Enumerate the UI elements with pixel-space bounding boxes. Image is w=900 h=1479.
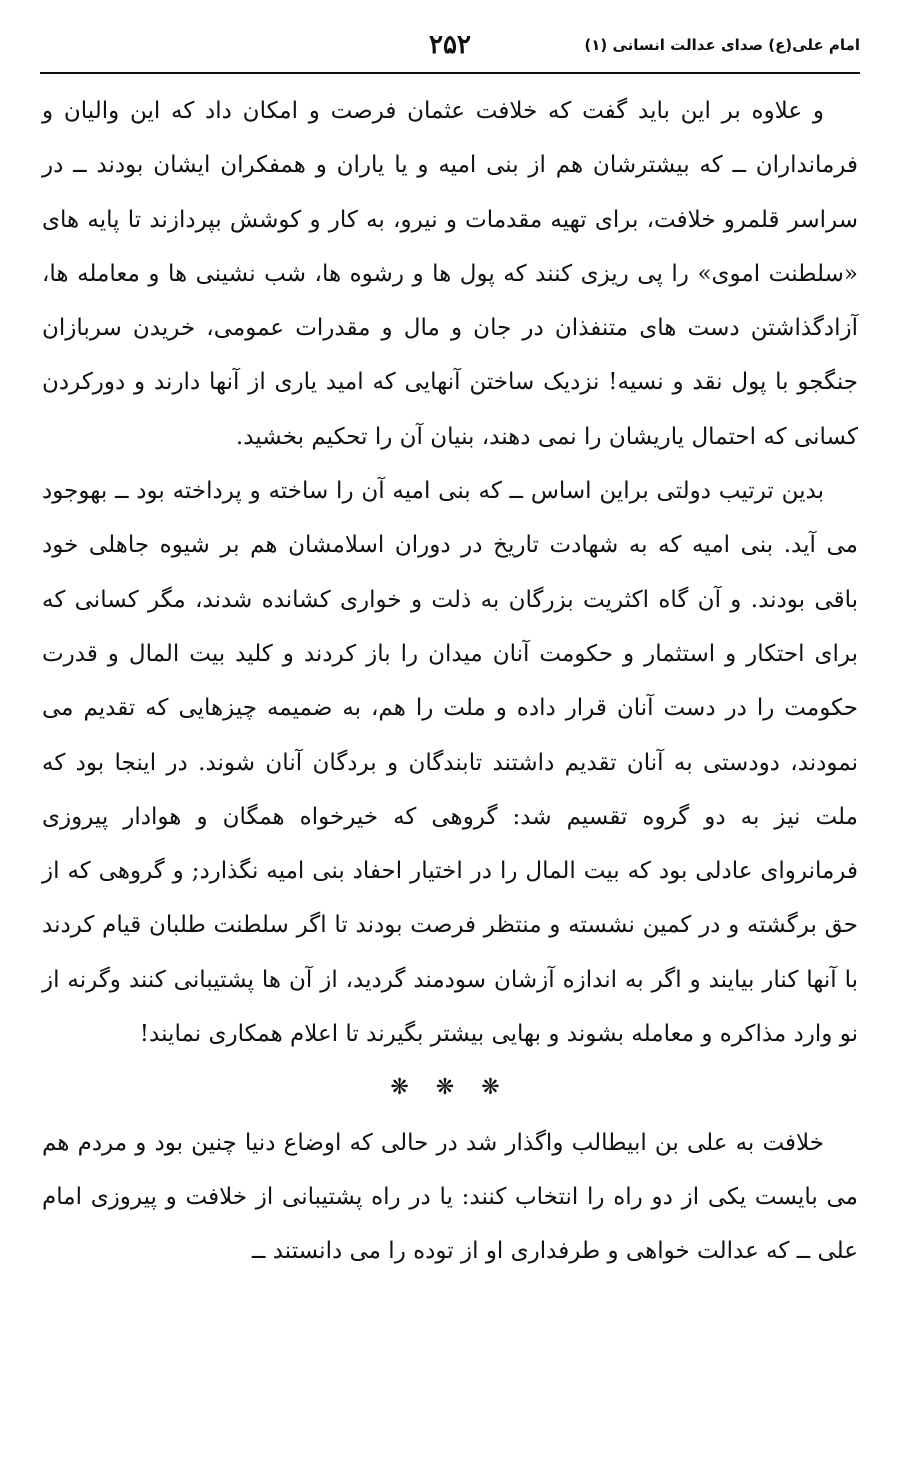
- section-separator: ❋ ❋ ❋: [390, 1075, 510, 1101]
- paragraph-3: خلافت به علی بن ابیطالب واگذار شد در حالی که اوضاع دنیا چنین بود و مردم هم می بایست یکی از دو راه را انتخاب کنند: یا در راه پشتیبانی از خلافت و پیروزی امام علی ــ که عدالت خواهی و طرفداری او از توده را می دانستند ــ: [42, 1129, 858, 1265]
- header-rule: [40, 72, 860, 74]
- page-body: [42, 84, 858, 1279]
- page-number: ۲۵۲: [429, 30, 471, 60]
- running-header: [40, 30, 860, 70]
- paragraph-1: و علاوه بر این باید گفت که خلافت عثمان فرصت و امکان داد که این والیان و فرمانداران ــ که بیشترشان هم از بنی امیه و یا یاران و همفکران ایشان بودند ــ در سراسر قلمرو خلافت، برای تهیه مقدمات و نیرو، به کار و کوشش بپردازند تا پایه های «سلطنت اموی» را پی ریزی کنند که پول ها و رشوه ها، شب نشینی ها و معامله ها، آزادگذاشتن دست های متنفذان در جان و مال و مقدرات عمومی، خریدن سربازان جنگجو با پول نقد و نسیه! نزدیک ساختن آنهایی که امید یاری از آنها دارند و دورکردن کسانی که احتمال یاریشان را نمی دهند، بنیان آن را تحکیم بخشید.: [42, 98, 858, 450]
- book-title: امام علی(ع) صدای عدالت انسانی (۱): [584, 36, 860, 54]
- paragraph-2: بدین ترتیب دولتی براین اساس ــ که بنی امیه آن را ساخته و پرداخته بود ــ بهوجود می آید. بنی امیه که به شهادت تاریخ در دوران اسلامشان هم بر شیوه جاهلی خود باقی بودند. و آن گاه اکثریت بزرگان به ذلت و خواری کشانده شدند، مگر کسانی که برای احتکار و استثمار و حکومت آنان میدان را باز کردند و کلید بیت المال و قدرت حکومت را در دست آنان قرار داده و ملت را هم، به ضمیمه چیزهایی که تقدیم می نمودند، دودستی به آنان تقدیم داشتند تابندگان و بردگان آنان شوند. در اینجا بود که ملت نیز به دو گروه تقسیم شد: گروهی که خیرخواه همگان و هوادار پیروزی فرمانروای عادلی بود که بیت المال را در اختیار احفاد بنی امیه نگذارد; و گروهی که از حق برگشته و در کمین نشسته و منتظر فرصت بودند تا اگر سلطنت طلبان قیام کردند با آنها کنار بیایند و اگر به اندازه آزشان سودمند گردید، از آن ها پشتیبانی کنند وگرنه از نو وارد مذاکره و معامله بشوند و بهایی بیشتر بگیرند تا اعلام همکاری نمایند!: [42, 478, 858, 1048]
